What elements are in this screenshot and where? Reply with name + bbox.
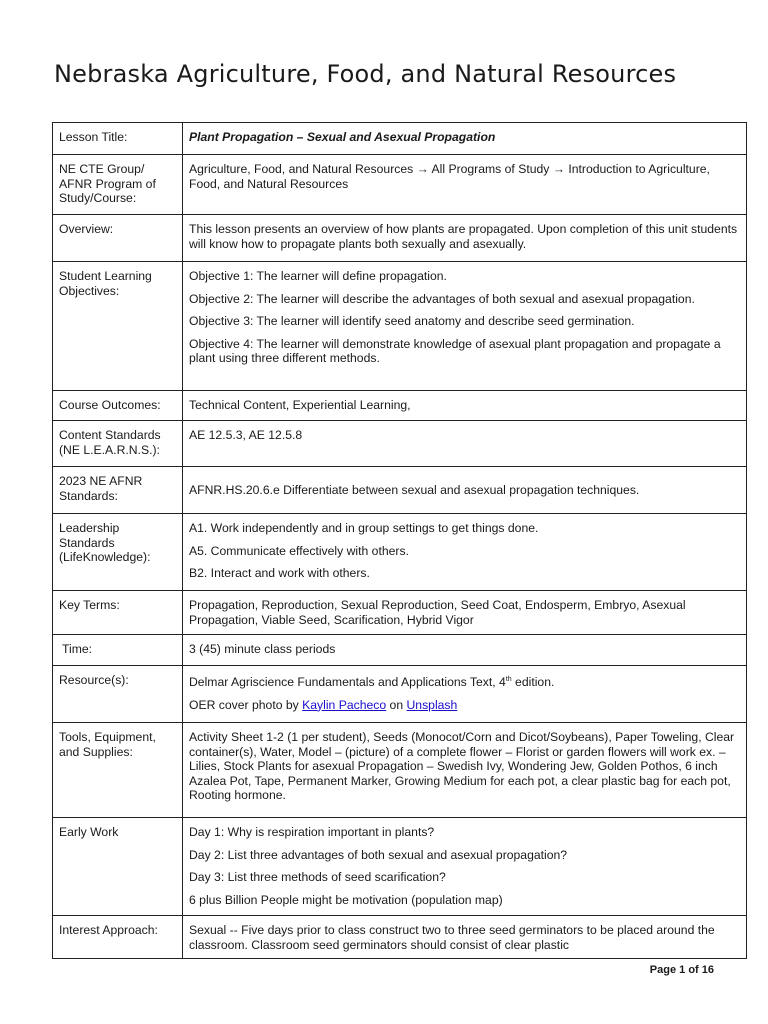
row-label: Content Standards (NE L.E.A.R.N.S.):: [53, 421, 183, 467]
row-label: Tools, Equipment, and Supplies:: [53, 723, 183, 818]
page-number: Page 1 of 16: [649, 964, 714, 976]
table-row: [53, 723, 747, 818]
resources-cell: [183, 666, 747, 723]
table-row: [53, 591, 747, 635]
table-row: [53, 123, 747, 155]
row-value: AFNR.HS.20.6.e Differentiate between sexual and asexual propagation techniques.: [183, 467, 747, 514]
row-value: AE 12.5.3, AE 12.5.8: [183, 421, 747, 467]
row-label: Key Terms:: [53, 591, 183, 635]
objective-item: Objective 2: The learner will describe the advantages of both sexual and asexual propagation.: [189, 291, 695, 306]
author-link[interactable]: Kaylin Pacheco: [302, 697, 387, 712]
row-label: Leadership Standards (LifeKnowledge):: [53, 514, 183, 591]
row-value: This lesson presents an overview of how plants are propagated. Upon completion of this unit students will know how to propagate plants both sexually and asexually.: [183, 215, 747, 262]
leadership-item: A1. Work independently and in group settings to get things done.: [189, 521, 539, 535]
resource-text-main: Delmar Agriscience Fundamentals and Applications Text, 4: [189, 675, 506, 690]
row-label: Resource(s):: [53, 666, 183, 723]
table-row: [53, 514, 747, 591]
early-work-list: [183, 818, 747, 916]
leadership-item: B2. Interact and work with others.: [189, 566, 370, 580]
row-value: Propagation, Reproduction, Sexual Reproduction, Seed Coat, Endosperm, Embryo, Asexual Propagation, Viable Seed, Scarification, Hybrid Vigor: [183, 591, 747, 635]
table-row: [53, 916, 747, 959]
leadership-list: [183, 514, 747, 591]
credit-prefix: OER cover photo by: [189, 697, 303, 712]
resource-text-end: edition.: [511, 675, 555, 690]
objective-item: Objective 3: The learner will identify seed anatomy and describe seed germination.: [189, 314, 635, 328]
photo-credit: [189, 698, 740, 713]
row-label: Interest Approach:: [53, 916, 183, 959]
row-value: Sexual -- Five days prior to class construct two to three seed germinators to be placed around the classroom. Classroom seed germinators should consist of clear plastic: [183, 916, 747, 959]
row-label: Course Outcomes:: [53, 391, 183, 421]
row-label: NE CTE Group/ AFNR Program of Study/Course:: [53, 155, 183, 215]
table-row: [53, 818, 747, 916]
lesson-title-value: Plant Propagation – Sexual and Asexual Propagation: [183, 123, 747, 155]
table-row: [53, 666, 747, 723]
credit-on: on: [386, 697, 407, 712]
leadership-item: A5. Communicate effectively with others.: [189, 543, 409, 558]
table-row: [53, 421, 747, 467]
table-row: [53, 155, 747, 215]
table-row: [53, 635, 747, 666]
objective-item: Objective 1: The learner will define propagation.: [189, 269, 447, 283]
early-work-item: Day 1: Why is respiration important in plants?: [189, 825, 435, 839]
row-value: 3 (45) minute class periods: [183, 635, 747, 666]
row-label: Lesson Title:: [53, 123, 183, 155]
objectives-list: [183, 262, 747, 391]
superscript: th: [505, 676, 512, 683]
row-label: Overview:: [53, 215, 183, 262]
row-label: Time:: [53, 635, 183, 666]
unsplash-link[interactable]: Unsplash: [406, 697, 458, 712]
document-title: Nebraska Agriculture, Food, and Natural Resources: [54, 60, 677, 88]
row-label: 2023 NE AFNR Standards:: [53, 467, 183, 514]
lesson-table: [52, 122, 747, 959]
row-value: Technical Content, Experiential Learning,: [183, 391, 747, 421]
row-value: Activity Sheet 1-2 (1 per student), Seeds (Monocot/Corn and Dicot/Soybeans), Paper Toweling, Clear container(s), Water, Model – (picture) of a complete flower – Florist or garden flowers will work ex. – Lilies, Stock Plants for asexual Propagation – Swedish Ivy, Wondering Jew, Golden Pothos, 6 inch Azalea Pot, Tape, Permanent Marker, Growing Medium for each pot, a clear plastic bag for each pot, Rooting hormone.: [183, 723, 747, 818]
table-row: [53, 467, 747, 514]
table-row: [53, 391, 747, 421]
early-work-item: Day 3: List three methods of seed scarification?: [189, 870, 446, 884]
row-value: Agriculture, Food, and Natural Resources → All Programs of Study → Introduction to Agriculture, Food, and Natural Resources: [183, 155, 747, 215]
objective-item: Objective 4: The learner will demonstrate knowledge of asexual plant propagation and propagate a plant using three different methods.: [189, 336, 721, 365]
early-work-item: 6 plus Billion People might be motivation (population map): [189, 892, 503, 907]
row-label: Early Work: [53, 818, 183, 916]
row-label: Student Learning Objectives:: [53, 262, 183, 391]
resource-text: [189, 673, 740, 690]
table-row: [53, 262, 747, 391]
table-row: [53, 215, 747, 262]
early-work-item: Day 2: List three advantages of both sexual and asexual propagation?: [189, 847, 568, 862]
